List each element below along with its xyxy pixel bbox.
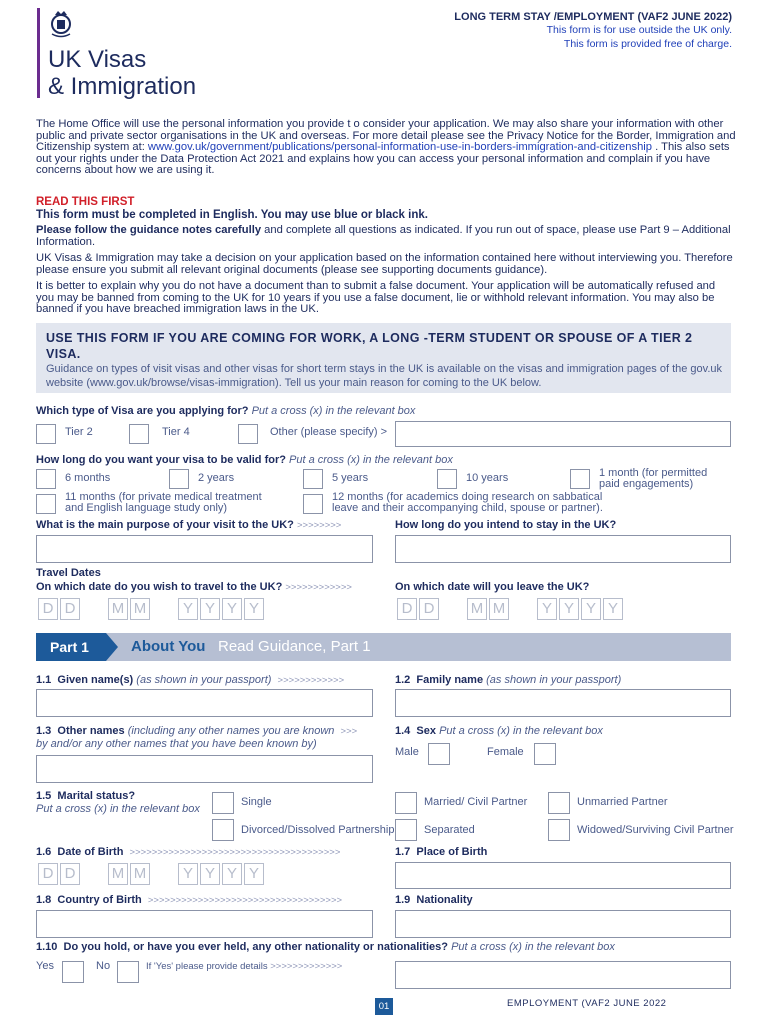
marital-separated-checkbox[interactable] [395,819,417,841]
other-nationality-no-label: No [96,960,111,972]
purpose-input[interactable] [36,535,373,563]
q1-8-label [36,894,342,906]
q1-7-num: 1.7 [395,846,411,858]
q1-8-arrows: >>>>>>>>>>>>>>>>>>>>>>>>>>>>>>>>>>> [147,895,343,906]
marital-divorced-checkbox[interactable] [212,819,234,841]
q1-5-text: Marital status? [57,790,136,802]
validity-11m-checkbox[interactable] [36,494,56,514]
marital-married-label: Married/ Civil Partner [424,796,528,808]
q1-1-hint: (as shown in your passport) [136,674,272,686]
part1-label: Part 1 [50,639,89,655]
q1-7-label [395,846,487,858]
country-of-birth-input[interactable] [36,910,373,938]
validity-question [36,454,453,466]
stay-length-input[interactable] [395,535,731,563]
dob-cell-6[interactable]: Y [200,863,220,885]
travel-date-cell-7[interactable]: Y [222,598,242,620]
q1-2-num: 1.2 [395,674,411,686]
marital-unmarried-checkbox[interactable] [548,792,570,814]
q1-3-label [36,725,357,737]
marital-married-checkbox[interactable] [395,792,417,814]
travel-date-cell-2[interactable]: D [60,598,80,620]
footer-form-name: EMPLOYMENT (VAF2 JUNE 2022 [507,998,667,1009]
travel-dates-title: Travel Dates [36,567,101,579]
marital-single-checkbox[interactable] [212,792,234,814]
family-name-input[interactable] [395,689,731,717]
q1-3-text: Other names [57,725,125,737]
tier4-checkbox[interactable] [129,424,149,444]
stay-question: How long do you intend to stay in the UK? [395,519,617,531]
privacy-notice [36,119,736,177]
tier4-label: Tier 4 [162,426,190,438]
other-visa-checkbox[interactable] [238,424,258,444]
nationality-input[interactable] [395,910,731,938]
org-name-line1: UK Visas [48,46,147,73]
org-name-line2: & Immigration [48,73,197,100]
visa-type-question [36,405,415,417]
q1-6-arrows: >>>>>>>>>>>>>>>>>>>>>>>>>>>>>>>>>>>>>> [129,847,341,858]
q1-6-label [36,846,340,858]
dob-cell-3[interactable]: M [108,863,128,885]
decision-notice: UK Visas & Immigration may take a decision on your application based on the information contained here without interviewing you. Therefore please ensure you submit all relevant original documents (please see supporting documents guidance). [36,252,733,276]
guidance-instruction [36,225,736,248]
form-note-free: This form is provided free of charge. [563,38,732,50]
q1-5-label [36,790,135,802]
marital-separated-label: Separated [424,824,475,836]
other-visa-input[interactable] [395,421,731,447]
q1-10-num: 1.10 [36,941,58,953]
dob-cell-7[interactable]: Y [222,863,242,885]
travel-date-cell-4[interactable]: M [130,598,150,620]
q1-3-hint-b: by and/or any other names that you have been known by) [36,738,317,750]
validity-12m-label-a: 12 months (for academics doing research on sabbatical [332,491,603,503]
other-nationality-details-input[interactable] [395,961,731,989]
q1-4-hint: Put a cross (x) in the relevant box [439,725,603,737]
other-nationality-yes-label: Yes [36,960,54,972]
validity-hint: Put a cross (x) in the relevant box [289,454,453,466]
details-arrows: >>>>>>>>>>>>> [270,961,343,972]
privacy-text: The Home Office will use the personal information you provide t o consider your application. We may also share your information with other public and private sector organisations in the UK and overseas. For more detail please see the Privacy Notice for the Border, Immigration and Citizenship system at: [36,118,736,154]
tier2-label: Tier 2 [65,426,93,438]
leave-date-question: On which date will you leave the UK? [395,581,590,593]
validity-11m-label-b: and English language study only) [65,502,228,514]
validity-12m-checkbox[interactable] [303,494,323,514]
marital-widowed-checkbox[interactable] [548,819,570,841]
leave-date-cell-3[interactable]: M [467,598,487,620]
validity-12m-label-b: leave and their accompanying child, spouse or partner). [332,502,603,514]
english-instruction: This form must be completed in English. You may use blue or black ink. [36,209,428,221]
leave-date-cell-7[interactable]: Y [581,598,601,620]
other-nationality-details-label [146,961,342,972]
other-visa-label: Other (please specify) > [270,426,388,438]
q1-9-num: 1.9 [395,894,411,906]
validity-1m-label-b: paid engagements) [599,478,694,490]
validity-6m-label: 6 months [65,472,111,484]
q1-5-hint-row [36,803,200,815]
guidance-rest: and complete all questions as indicated. If you run out of space, please use Part 9 – Additional Information. [36,224,731,248]
travel-date-cell-5[interactable]: Y [178,598,198,620]
q1-1-num: 1.1 [36,674,52,686]
sex-female-label: Female [487,746,524,758]
q1-4-label [395,725,603,737]
part1-guidance: Read Guidance, Part 1 [218,638,371,655]
travel-date-question [36,581,352,593]
validity-10y-checkbox[interactable] [437,469,457,489]
sex-female-checkbox[interactable] [534,743,556,765]
marital-unmarried-label: Unmarried Partner [577,796,668,808]
other-nationality-no-checkbox[interactable] [117,961,139,983]
q1-10-hint: Put a cross (x) in the relevant box [451,941,615,953]
q1-3-arrows: >>> [340,726,358,737]
marital-single-label: Single [241,796,272,808]
leave-date-cell-8[interactable]: Y [603,598,623,620]
form-note-outside-uk: This form is for use outside the UK only. [546,24,732,36]
q1-10-label [36,941,615,953]
banner-text: Guidance on types of visit visas and other visas for short term stays in the UK is available on the visas and immigration pages of the gov.uk website (www.gov.uk/browse/visas-immigration). Tell us your main reason for coming to the UK below. [46,363,723,389]
purpose-question [36,519,341,531]
marital-divorced-label: Divorced/Dissolved Partnership [241,824,395,836]
travel-date-cell-6[interactable]: Y [200,598,220,620]
q1-3-hint-a: (including any other names you are known [127,725,335,737]
leave-date-cell-6[interactable]: Y [559,598,579,620]
travel-date-cell-3[interactable]: M [108,598,128,620]
leave-date-cell-5[interactable]: Y [537,598,557,620]
dob-cell-1[interactable]: D [38,863,58,885]
q1-9-text: Nationality [416,894,473,906]
form-title: LONG TERM STAY /EMPLOYMENT (VAF2 JUNE 2022) [454,11,732,23]
royal-crest-icon [48,8,74,40]
validity-label: How long do you want your visa to be valid for? [36,454,286,466]
sex-male-checkbox[interactable] [428,743,450,765]
place-of-birth-input[interactable] [395,862,731,889]
q1-2-text: Family name [416,674,484,686]
dob-cell-8[interactable]: Y [244,863,264,885]
validity-10y-label: 10 years [466,472,509,484]
details-text: If 'Yes' please provide details [146,961,268,972]
validity-1m-checkbox[interactable] [570,469,590,489]
validity-1m-label-a: 1 month (for permitted [599,467,708,479]
purpose-arrows: >>>>>>>> [296,520,342,531]
q1-2-hint: (as shown in your passport) [486,674,622,686]
privacy-link[interactable]: www.gov.uk/government/publications/personal-information-use-in-borders-immigration-and-citizenship [147,141,652,154]
q1-1-text: Given name(s) [57,674,134,686]
leave-date-cell-2[interactable]: D [419,598,439,620]
sex-male-label: Male [395,746,419,758]
q1-3-hint-b-row [36,738,317,750]
travel-date-arrows: >>>>>>>>>>>> [285,582,352,593]
dob-cell-4[interactable]: M [130,863,150,885]
q1-8-num: 1.8 [36,894,52,906]
validity-5y-checkbox[interactable] [303,469,323,489]
q1-6-text: Date of Birth [57,846,124,858]
validity-6m-checkbox[interactable] [36,469,56,489]
other-names-input[interactable] [36,755,373,783]
q1-5-num: 1.5 [36,790,52,802]
validity-2y-label: 2 years [198,472,235,484]
q1-4-num: 1.4 [395,725,411,737]
validity-2y-checkbox[interactable] [169,469,189,489]
q1-8-text: Country of Birth [57,894,142,906]
validity-5y-label: 5 years [332,472,369,484]
other-nationality-yes-checkbox[interactable] [62,961,84,983]
marital-widowed-label: Widowed/Surviving Civil Partner [577,824,734,836]
q1-3-num: 1.3 [36,725,52,737]
validity-11m-label-a: 11 months (for private medical treatment [65,491,262,503]
q1-4-text: Sex [416,725,436,737]
given-names-input[interactable] [36,689,373,717]
travel-date-label: On which date do you wish to travel to the UK? [36,581,283,593]
banner-title: USE THIS FORM IF YOU ARE COMING FOR WORK, A LONG -TERM STUDENT OR SPOUSE OF A TIER 2 VISA. [46,331,693,361]
q1-5-hint: Put a cross (x) in the relevant box [36,803,200,815]
false-document-warning: It is better to explain why you do not have a document than to submit a false document. Your application will be automatically refused and you may be banned from coming to the UK for 10 years if you use a false document, lie or withhold relevant information. You may also be banned if you have breached immigration laws in the UK. [36,280,716,316]
q1-2-label [395,674,621,686]
page-number: 01 [375,998,393,1015]
dob-cell-5[interactable]: Y [178,863,198,885]
q1-7-text: Place of Birth [416,846,488,858]
dob-cell-2[interactable]: D [60,863,80,885]
read-this-first: READ THIS FIRST [36,196,135,208]
q1-1-arrows: >>>>>>>>>>>> [277,675,345,686]
leave-date-cell-4[interactable]: M [489,598,509,620]
q1-1-label [36,674,344,686]
purpose-label: What is the main purpose of your visit to the UK? [36,519,294,531]
travel-date-cell-1[interactable]: D [38,598,58,620]
privacy-text-end: . This also sets out your rights under the Data Protection Act 2021 and explains how you can access your personal information and complain if you have concerns about how we are using it. [36,141,730,177]
q1-6-num: 1.6 [36,846,52,858]
part1-title: About You [131,638,206,655]
travel-date-cell-8[interactable]: Y [244,598,264,620]
left-accent-bar [37,8,40,98]
visa-type-hint: Put a cross (x) in the relevant box [251,405,416,417]
leave-date-cell-1[interactable]: D [397,598,417,620]
q1-9-label [395,894,473,906]
tier2-checkbox[interactable] [36,424,56,444]
q1-10-text: Do you hold, or have you ever held, any other nationality or nationalities? [63,941,448,953]
guidance-bold: Please follow the guidance notes carefully [36,224,262,236]
visa-type-label: Which type of Visa are you applying for? [36,405,249,417]
